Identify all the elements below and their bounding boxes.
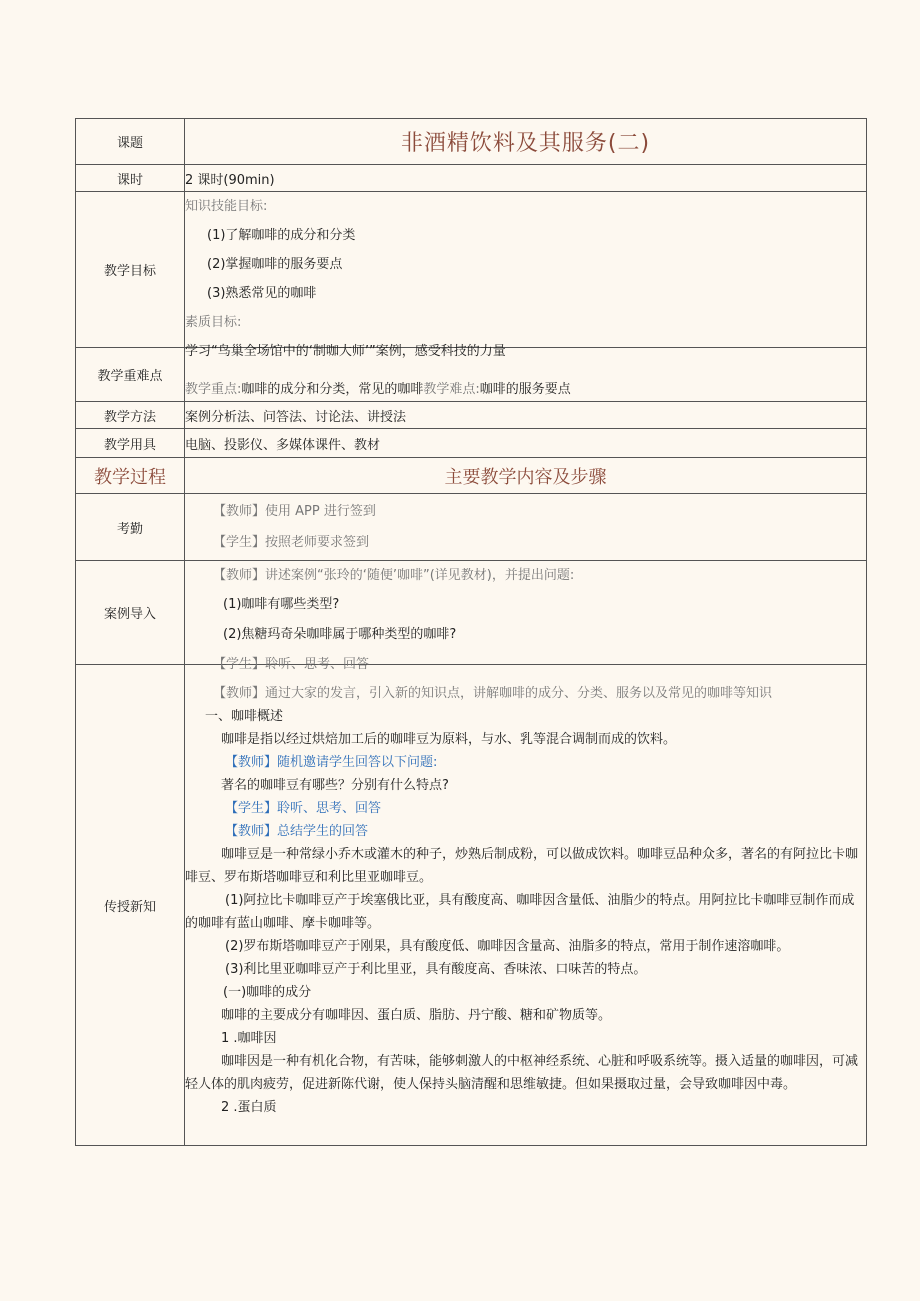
process-header-left: 教学过程: [76, 458, 185, 494]
quality-item: 学习“鸟巢全场馆中的‘制咖大师’”案例，感受科技的力量: [185, 344, 506, 359]
attendance-row: [76, 494, 867, 561]
process-header-right: 主要教学内容及步骤: [185, 458, 867, 494]
key-value: 咖啡的成分和分类，常见的咖啡: [241, 382, 424, 397]
hours-row: [76, 165, 867, 192]
knowledge-heading: 知识技能目标:: [185, 199, 268, 214]
quality-heading: 素质目标:: [185, 315, 242, 330]
key-points-label: 教学重难点: [76, 348, 185, 402]
subsection-heading: (一)咖啡的成分: [223, 985, 312, 1000]
bean-item: (3)利比里亚咖啡豆产于利比里亚，具有酸度高、香味浓、口味苦的特点。: [225, 962, 647, 977]
case-intro-row: [76, 561, 867, 665]
lesson-title: 非酒精饮料及其服务(二): [185, 119, 867, 165]
bean-item: (2)罗布斯塔咖啡豆产于刚果，具有酸度低、咖啡因含量高、油脂多的特点，常用于制作速溶咖啡。: [225, 939, 790, 954]
case-question: (1)咖啡有哪些类型?: [223, 597, 340, 612]
knowledge-item: (3)熟悉常见的咖啡: [207, 286, 317, 301]
difficult-label: 教学难点:: [423, 382, 480, 397]
component-title: 2 .蛋白质: [221, 1100, 277, 1115]
definition-text: 咖啡是指以经过烘焙加工后的咖啡豆为原料，与水、乳等混合调制而成的饮料。: [221, 732, 677, 747]
methods-value: 案例分析法、问答法、讨论法、讲授法: [185, 402, 867, 429]
knowledge-item: (1)了解咖啡的成分和分类: [207, 228, 356, 243]
attendance-teacher: 【教师】使用 APP 进行签到: [213, 504, 376, 519]
goals-row: [76, 192, 867, 348]
methods-row: [76, 402, 867, 429]
key-label: 教学重点:: [185, 382, 242, 397]
goals-label: 教学目标: [76, 192, 185, 348]
topic-label: 课题: [76, 119, 185, 165]
component-title: 1 .咖啡因: [221, 1031, 277, 1046]
component-text: 咖啡因是一种有机化合物，有苦味，能够刺激人的中枢神经系统、心脏和呼吸系统等。摄入适量的咖啡因，可减轻人体的肌肉疲劳，促进新陈代谢，使人保持头脑清醒和思维敏捷。但如果摄取过量，会导致咖啡因中毒。: [185, 1054, 859, 1092]
beans-text: 咖啡豆是一种常绿小乔木或灌木的种子，炒熟后制成粉，可以做成饮料。咖啡豆品种众多，著名的有阿拉比卡咖啡豆、罗布斯塔咖啡豆和利比里亚咖啡豆。: [185, 847, 859, 885]
student-answer: 【学生】聆听、思考、回答: [225, 801, 382, 816]
teacher-ask: 【教师】随机邀请学生回答以下问题:: [225, 755, 438, 770]
teaching-row: [76, 665, 867, 1146]
components-text: 咖啡的主要成分有咖啡因、蛋白质、脂肪、丹宁酸、糖和矿物质等。: [221, 1008, 612, 1023]
attendance-label: 考勤: [76, 494, 185, 561]
hours-label: 课时: [76, 165, 185, 192]
question-text: 著名的咖啡豆有哪些？分别有什么特点?: [221, 778, 449, 793]
methods-label: 教学方法: [76, 402, 185, 429]
teaching-label: 传授新知: [76, 665, 185, 1146]
attendance-student: 【学生】按照老师要求签到: [213, 535, 370, 550]
bean-item: (1)阿拉比卡咖啡豆产于埃塞俄比亚，具有酸度高、咖啡因含量低、油脂少的特点。用阿拉比卡咖啡豆制作而成的咖啡有蓝山咖啡、摩卡咖啡等。: [185, 893, 855, 931]
process-header-row: [76, 458, 867, 494]
tools-value: 电脑、投影仪、多媒体课件、教材: [185, 429, 867, 458]
section-heading: 一、咖啡概述: [205, 709, 284, 724]
tools-label: 教学用具: [76, 429, 185, 458]
case-student: 【学生】聆听、思考、回答: [213, 657, 370, 672]
case-intro-label: 案例导入: [76, 561, 185, 665]
tools-row: [76, 429, 867, 458]
difficult-value: 咖啡的服务要点: [479, 382, 571, 397]
topic-row: [76, 119, 867, 165]
teacher-summary: 【教师】总结学生的回答: [225, 824, 369, 839]
teaching-intro: 【教师】通过大家的发言，引入新的知识点，讲解咖啡的成分、分类、服务以及常见的咖啡等知识: [213, 686, 773, 701]
lesson-plan-table: [75, 118, 867, 1146]
case-question: (2)焦糖玛奇朵咖啡属于哪种类型的咖啡?: [223, 627, 457, 642]
hours-value: 2 课时(90min): [185, 165, 867, 192]
case-teacher: 【教师】讲述案例“张玲的‘随便’咖啡”(详见教材)，并提出问题:: [213, 568, 575, 583]
knowledge-item: (2)掌握咖啡的服务要点: [207, 257, 343, 272]
